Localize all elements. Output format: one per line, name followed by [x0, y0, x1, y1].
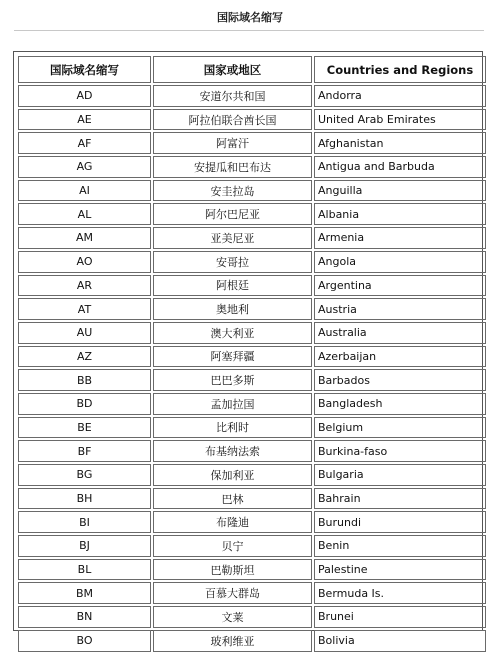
table-row: [18, 180, 486, 202]
domain-code-cell: BG: [18, 464, 151, 486]
table-row: [18, 109, 486, 131]
country-cn-cell: 巴巴多斯: [153, 369, 312, 391]
country-en-cell: Brunei: [314, 606, 486, 628]
country-cn-cell: 阿根廷: [153, 275, 312, 297]
domain-code-cell: BM: [18, 582, 151, 604]
domain-code-cell: AD: [18, 85, 151, 107]
page-title: 国际域名缩写: [217, 11, 283, 24]
table-row: [18, 203, 486, 225]
country-cn-cell: 巴勒斯坦: [153, 559, 312, 581]
country-cn-cell: 巴林: [153, 488, 312, 510]
country-cn-cell: 阿拉伯联合酋长国: [153, 109, 312, 131]
domain-code-cell: AI: [18, 180, 151, 202]
table-row: [18, 535, 486, 557]
country-en-cell: Azerbaijan: [314, 346, 486, 368]
country-cn-cell: 安道尔共和国: [153, 85, 312, 107]
country-en-cell: Burundi: [314, 511, 486, 533]
country-en-cell: Bolivia: [314, 630, 486, 652]
domain-code-cell: BH: [18, 488, 151, 510]
country-en-cell: Austria: [314, 298, 486, 320]
country-en-cell: Australia: [314, 322, 486, 344]
country-cn-cell: 亚美尼亚: [153, 227, 312, 249]
table-row: [18, 417, 486, 439]
domain-code-cell: BI: [18, 511, 151, 533]
domain-code-cell: BB: [18, 369, 151, 391]
country-en-cell: Armenia: [314, 227, 486, 249]
domain-code-cell: AO: [18, 251, 151, 273]
country-cn-cell: 澳大利亚: [153, 322, 312, 344]
country-cn-cell: 阿富汗: [153, 132, 312, 154]
domain-code-cell: BF: [18, 440, 151, 462]
title-divider: [14, 30, 484, 31]
table-row: [18, 464, 486, 486]
country-en-cell: Andorra: [314, 85, 486, 107]
domain-code-cell: AE: [18, 109, 151, 131]
country-en-cell: Benin: [314, 535, 486, 557]
country-cn-cell: 贝宁: [153, 535, 312, 557]
country-en-cell: Bulgaria: [314, 464, 486, 486]
country-en-cell: Burkina-faso: [314, 440, 486, 462]
domain-code-cell: AU: [18, 322, 151, 344]
table-header-row: [18, 56, 486, 83]
country-cn-cell: 百慕大群岛: [153, 582, 312, 604]
country-cn-cell: 布基纳法索: [153, 440, 312, 462]
domain-code-cell: AR: [18, 275, 151, 297]
domain-code-cell: AF: [18, 132, 151, 154]
domain-code-cell: AL: [18, 203, 151, 225]
country-en-cell: Angola: [314, 251, 486, 273]
header-country-en: Countries and Regions: [314, 56, 486, 83]
table-row: [18, 511, 486, 533]
table-row: [18, 606, 486, 628]
table-body: [18, 85, 486, 652]
domain-code-cell: AT: [18, 298, 151, 320]
table-row: [18, 227, 486, 249]
table-row: [18, 132, 486, 154]
domain-code-cell: AM: [18, 227, 151, 249]
country-en-cell: United Arab Emirates: [314, 109, 486, 131]
domain-code-cell: AZ: [18, 346, 151, 368]
table-row: [18, 322, 486, 344]
country-en-cell: Albania: [314, 203, 486, 225]
table-row: [18, 156, 486, 178]
domain-code-cell: BO: [18, 630, 151, 652]
country-cn-cell: 阿尔巴尼亚: [153, 203, 312, 225]
domain-code-cell: BJ: [18, 535, 151, 557]
table-row: [18, 369, 486, 391]
table-row: [18, 559, 486, 581]
country-cn-cell: 安哥拉: [153, 251, 312, 273]
country-cn-cell: 安圭拉岛: [153, 180, 312, 202]
table-row: [18, 251, 486, 273]
table-row: [18, 488, 486, 510]
table-row: [18, 298, 486, 320]
country-en-cell: Afghanistan: [314, 132, 486, 154]
country-en-cell: Anguilla: [314, 180, 486, 202]
table-row: [18, 85, 486, 107]
header-country-cn: 国家或地区: [153, 56, 312, 83]
country-en-cell: Barbados: [314, 369, 486, 391]
domain-code-cell: BN: [18, 606, 151, 628]
domain-code-cell: BE: [18, 417, 151, 439]
country-en-cell: Bahrain: [314, 488, 486, 510]
table-row: [18, 393, 486, 415]
country-en-cell: Argentina: [314, 275, 486, 297]
domain-code-cell: BD: [18, 393, 151, 415]
country-en-cell: Antigua and Barbuda: [314, 156, 486, 178]
country-en-cell: Bermuda Is.: [314, 582, 486, 604]
country-cn-cell: 玻利维亚: [153, 630, 312, 652]
country-en-cell: Belgium: [314, 417, 486, 439]
header-domain-code: 国际域名缩写: [18, 56, 151, 83]
domain-code-cell: AG: [18, 156, 151, 178]
table-row: [18, 275, 486, 297]
domain-table: [16, 54, 488, 654]
country-cn-cell: 奥地利: [153, 298, 312, 320]
country-cn-cell: 文莱: [153, 606, 312, 628]
country-cn-cell: 布隆迪: [153, 511, 312, 533]
domain-code-cell: BL: [18, 559, 151, 581]
country-cn-cell: 阿塞拜疆: [153, 346, 312, 368]
table-row: [18, 582, 486, 604]
country-en-cell: Palestine: [314, 559, 486, 581]
country-en-cell: Bangladesh: [314, 393, 486, 415]
country-cn-cell: 安提瓜和巴布达: [153, 156, 312, 178]
country-cn-cell: 保加利亚: [153, 464, 312, 486]
country-cn-cell: 比利时: [153, 417, 312, 439]
table-row: [18, 346, 486, 368]
table-row: [18, 630, 486, 652]
table-row: [18, 440, 486, 462]
country-cn-cell: 孟加拉国: [153, 393, 312, 415]
